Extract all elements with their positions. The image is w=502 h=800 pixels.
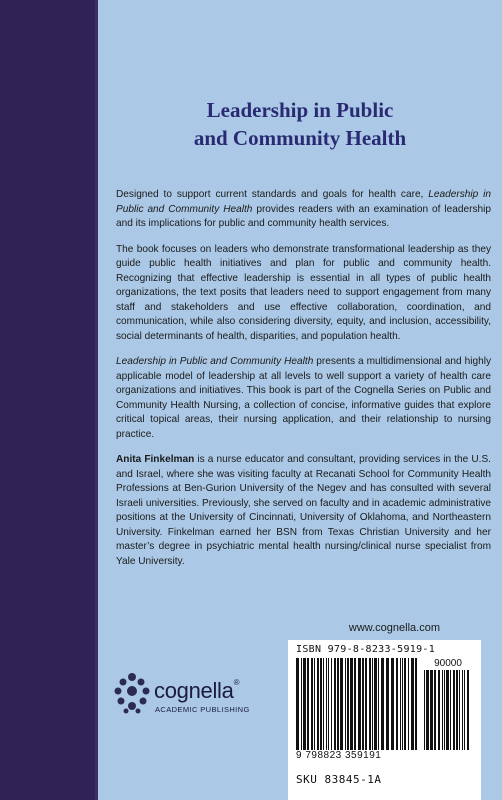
barcode-bar bbox=[464, 670, 465, 750]
blurb-p1-title-italic: Leadership in Public and Community Health bbox=[116, 189, 491, 215]
barcode-bar bbox=[462, 670, 463, 750]
publisher-name bbox=[154, 678, 239, 704]
blurb-paragraph-1 bbox=[116, 188, 491, 232]
barcode-bar bbox=[459, 670, 460, 750]
barcode-digits: 9 798823 359191 bbox=[296, 750, 382, 761]
barcode-bar bbox=[320, 658, 322, 750]
price-addon-barcode bbox=[424, 670, 472, 750]
book-spine bbox=[0, 0, 95, 800]
barcode-bar bbox=[400, 658, 401, 750]
barcode-bar bbox=[430, 670, 433, 750]
price-addon-number: 90000 bbox=[434, 658, 462, 669]
barcode-bar bbox=[314, 658, 315, 750]
barcode-bar bbox=[446, 670, 449, 750]
barcode-bar bbox=[426, 670, 429, 750]
barcode-bar bbox=[442, 670, 443, 750]
barcode-bar bbox=[347, 658, 349, 750]
barcode-bar bbox=[296, 658, 299, 750]
barcode-bar bbox=[415, 658, 417, 750]
barcode-bar bbox=[301, 658, 302, 750]
barcode-bar bbox=[328, 658, 329, 750]
barcode-bar bbox=[303, 658, 306, 750]
barcode-bar bbox=[456, 670, 458, 750]
barcode-bar bbox=[391, 658, 394, 750]
publisher-name-text: cognella bbox=[154, 678, 234, 703]
barcode-bar bbox=[323, 658, 324, 750]
blurb-paragraph-2: The book focuses on leaders who demonstrate transformational leadership as they guide public health initiatives and plan for public and community health. Recognizing that effective leadership is essential in all types of public health organizations, the text posits that leaders need to support engagement from many staff and stakeholders and use effective collaboration, coordination, and communication, while also considering diversity, equity, and inclusion, accessibility, social determinants of health, disparities, and population health. bbox=[116, 243, 491, 342]
barcode-label bbox=[288, 640, 481, 800]
barcode-bar bbox=[408, 658, 409, 750]
barcode-bar bbox=[362, 658, 364, 750]
barcode-bar bbox=[326, 658, 327, 750]
barcode-bar bbox=[411, 658, 414, 750]
blurb-p3-text: presents a multidimensional and highly applicable model of leadership at all levels to well support a variety of health care organizations and initiatives. This book is part of the Cognella Series on Public and Community Health Nursing, a collection of concise, informative guides that explore critical topical areas, their nursing application, and their relationship to nursing practice. bbox=[116, 356, 491, 440]
barcode-bar bbox=[369, 658, 371, 750]
registered-mark: ® bbox=[233, 678, 240, 687]
barcode-bar bbox=[378, 658, 379, 750]
book-title-line-2: and Community Health bbox=[193, 126, 407, 150]
barcode-bar bbox=[453, 670, 455, 750]
barcode-bar bbox=[358, 658, 361, 750]
barcode-bar bbox=[467, 670, 469, 750]
cognella-logo-icon bbox=[112, 672, 152, 716]
book-title bbox=[98, 96, 502, 152]
sku-text: SKU 83845-1A bbox=[296, 773, 382, 786]
barcode-bar bbox=[404, 658, 406, 750]
barcode-bar bbox=[402, 658, 403, 750]
barcode-bar bbox=[337, 658, 339, 750]
barcode-bar bbox=[307, 658, 309, 750]
isbn-barcode bbox=[296, 658, 420, 750]
barcode-bar bbox=[424, 670, 425, 750]
barcode-bar bbox=[444, 670, 445, 750]
author-bio bbox=[116, 453, 491, 569]
barcode-bar bbox=[340, 658, 343, 750]
barcode-bar bbox=[354, 658, 356, 750]
publisher-tagline: ACADEMIC PUBLISHING bbox=[155, 705, 250, 714]
blurb-p1-text-end: provides readers with an examination of leadership and its implications for public and community health services. bbox=[116, 203, 491, 229]
book-title-line-1: Leadership in Public bbox=[206, 98, 394, 122]
barcode-bar bbox=[365, 658, 367, 750]
isbn-text: ISBN 979-8-8233-5919-1 bbox=[296, 644, 436, 655]
back-cover-blurb bbox=[116, 188, 491, 580]
barcode-bar bbox=[317, 658, 319, 750]
barcode-bar bbox=[450, 670, 451, 750]
barcode-bar bbox=[381, 658, 384, 750]
barcode-bar bbox=[331, 658, 332, 750]
barcode-bar bbox=[374, 658, 377, 750]
publisher-url: www.cognella.com bbox=[348, 622, 440, 634]
blurb-p1-text: Designed to support current standards and goals for health care, bbox=[116, 189, 429, 200]
barcode-bar bbox=[345, 658, 346, 750]
barcode-bar bbox=[434, 670, 436, 750]
blurb-paragraph-3 bbox=[116, 355, 491, 442]
barcode-bar bbox=[386, 658, 389, 750]
barcode-bar bbox=[350, 658, 353, 750]
barcode-bar bbox=[311, 658, 313, 750]
publisher-logo bbox=[112, 672, 287, 732]
barcode-bar bbox=[396, 658, 398, 750]
barcode-bar bbox=[372, 658, 373, 750]
author-name: Anita Finkelman bbox=[116, 454, 195, 465]
barcode-bar bbox=[334, 658, 336, 750]
blurb-p3-title-italic: Leadership in Public and Community Health bbox=[116, 356, 314, 367]
author-bio-text: is a nurse educator and consultant, providing services in the U.S. and Israel, where she was visiting faculty at Recanati School for Community Health Professions at Ben-Gurion University of the Negev and has consulted with several Israeli universities. Previously, she served on faculty and in academic administrative positions at the University of Cincinnati, University of Oklahoma, and Northeastern University. Finkelman earned her BSN from Texas Christian University and her master’s degree in psychiatric mental health nursing/clinical nurse specialist from Yale University. bbox=[116, 454, 491, 567]
barcode-bar bbox=[438, 670, 440, 750]
